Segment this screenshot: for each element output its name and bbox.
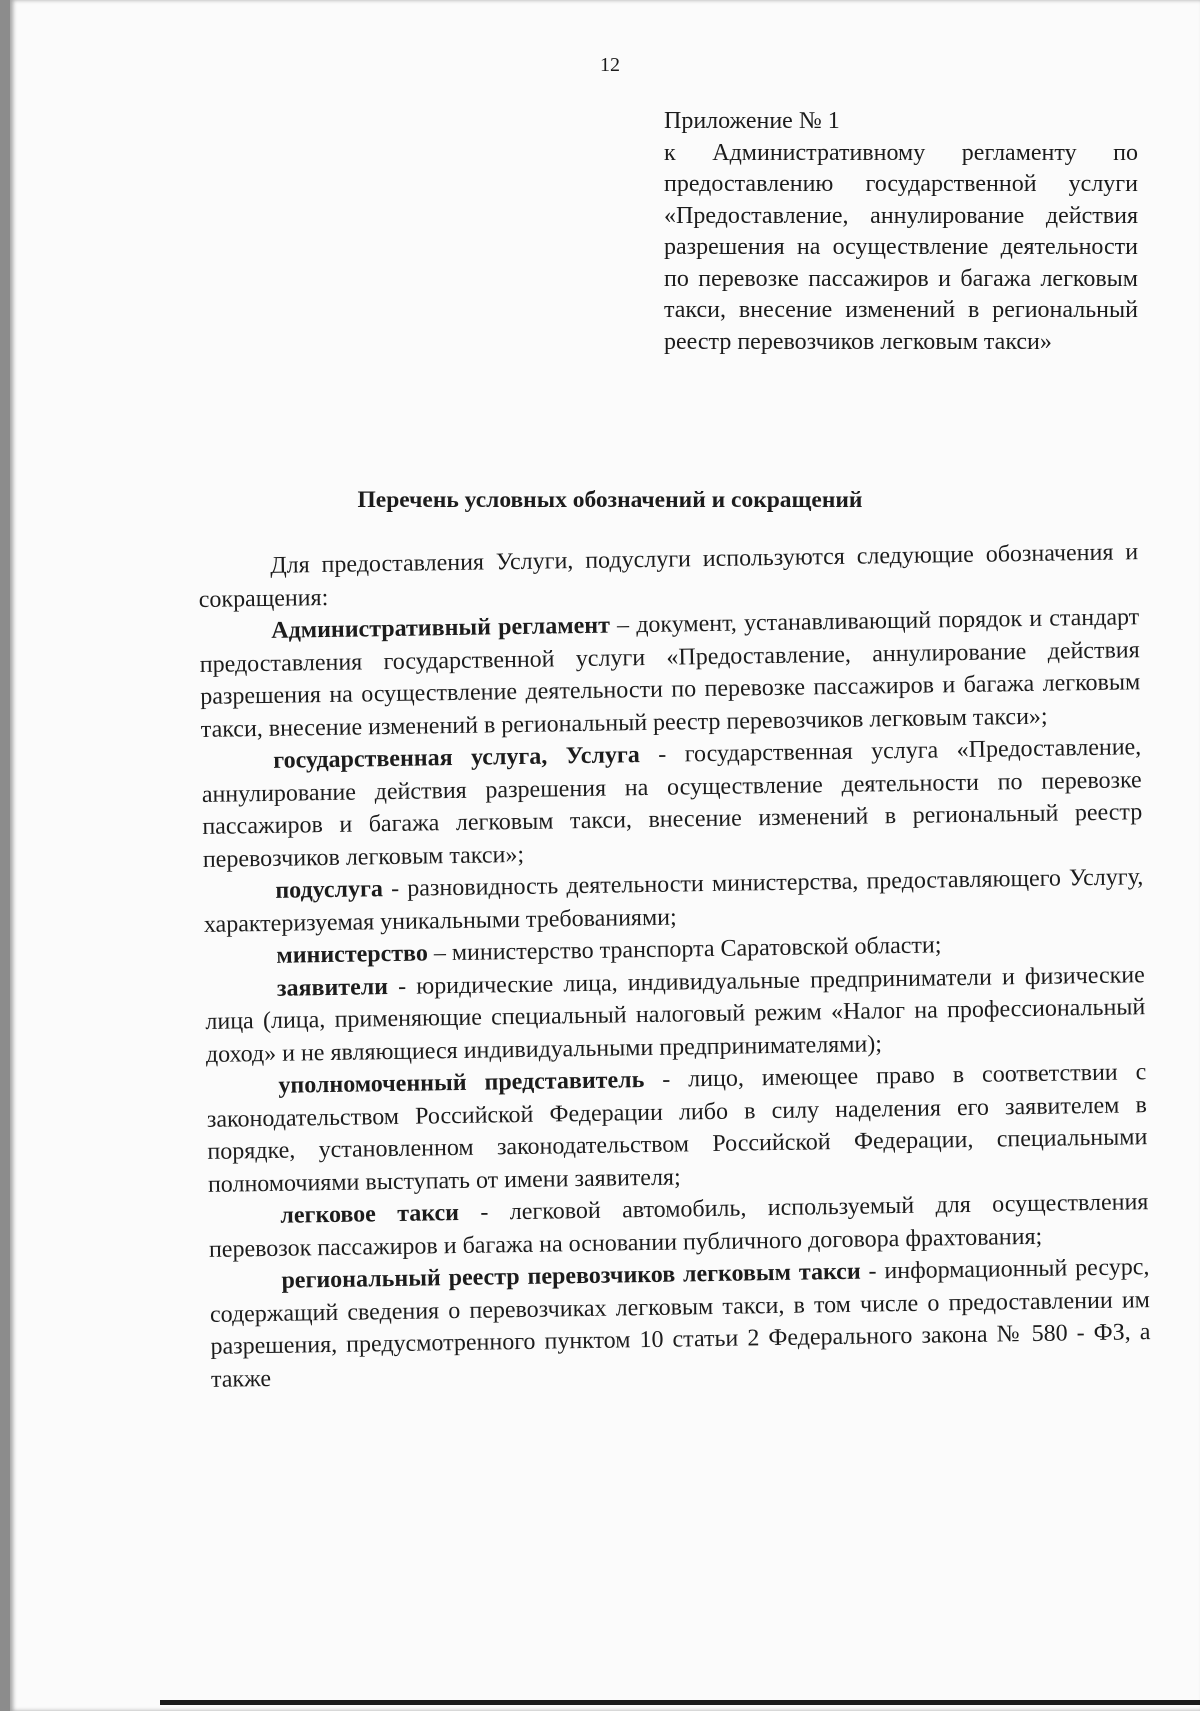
definition-term: подуслуга: [275, 876, 384, 904]
definition-term: легковое такси: [280, 1199, 460, 1229]
definition-text: разновидность деятельности министерства, предоставляющего Услугу, характеризуемая уникальными требованиями;: [203, 864, 1144, 938]
section-heading: Перечень условных обозначений и сокращений: [357, 487, 863, 513]
definition-text: министерство транспорта Саратовской области;: [451, 932, 942, 967]
definition-paragraph: [206, 1056, 1148, 1201]
definition-paragraph: [199, 601, 1141, 746]
definition-separator: –: [609, 612, 637, 639]
definition-separator: -: [387, 973, 417, 1000]
definition-text: государственная услуга «Предоставление, аннулирование действия разрешения на осуществление деятельности по перевозке пассажиров и багажа легковым такси, внесение изменений в региональный реестр перевозчиков легковым такси»;: [201, 734, 1143, 873]
document-body: [198, 536, 1151, 1396]
definition-term: государственная услуга, Услуга: [273, 742, 641, 774]
definition-term: министерство: [276, 940, 429, 969]
appendix-text: к Административному регламенту по предоставлению государственной услуги «Предоставление, аннулирование действия разрешения на осуществление деятельности по перевозке пассажиров и багажа легковым такси, внесение изменений в региональный реестр перевозчиков легковым такси»: [664, 139, 1138, 355]
definition-separator: –: [427, 940, 453, 967]
definition-separator: -: [644, 1066, 689, 1094]
definition-term: Административный регламент: [271, 612, 611, 644]
definition-text: информационный ресурс, содержащий сведения о перевозчиках легковым такси, в том числе о предоставлении им разрешения, предусмотренного пунктом 10 статьи 2 Федерального закона № 580 - ФЗ, а также: [209, 1254, 1151, 1393]
definition-text: лицо, имеющее право в соответствии с законодательством Российской Федерации либо в силу наделения его заявителем в порядке, установленном законодательством Российской Федерации, специальными полномочиями выступать от имени заявителя;: [206, 1059, 1148, 1198]
definition-separator: -: [458, 1199, 511, 1226]
definition-term: региональный реестр перевозчиков легковым такси: [281, 1258, 861, 1294]
definition-paragraph: [201, 731, 1143, 876]
definition-separator: -: [639, 741, 685, 769]
definition-text: юридические лица, индивидуальные предприниматели и физические лица (лица, применяющие специальный налоговый режим «Налог на профессиональный доход» и не являющиеся индивидуальными предпринимателями);: [205, 961, 1146, 1068]
definition-term: уполномоченный представитель: [278, 1067, 645, 1099]
definition-separator: -: [382, 875, 408, 903]
appendix-block: [664, 106, 1138, 358]
definition-text: легковой автомобиль, используемый для осуществления перевозок пассажиров и багажа на основании публичного договора фрахтования;: [208, 1189, 1149, 1263]
definition-separator: -: [860, 1258, 885, 1285]
definition-paragraph: [205, 959, 1146, 1071]
definition-paragraph: [209, 1251, 1151, 1396]
definition-term: заявители: [276, 973, 389, 1002]
page-number: 12: [600, 54, 620, 76]
document-page: [10, 0, 1200, 1711]
appendix-title: Приложение № 1: [664, 108, 840, 134]
intro-paragraph: Для предоставления Услуги, подуслуги используются следующие обозначения и сокращения:: [198, 539, 1139, 613]
scan-edge-line: [160, 1700, 1200, 1705]
definition-text: документ, устанавливающий порядок и стандарт предоставления государственной услуги «Предоставление, аннулирование действия разрешения на осуществление деятельности по перевозке пассажиров и багажа легковым такси, внесение изменений в региональный реестр перевозчиков легковым такси»;: [199, 604, 1141, 743]
